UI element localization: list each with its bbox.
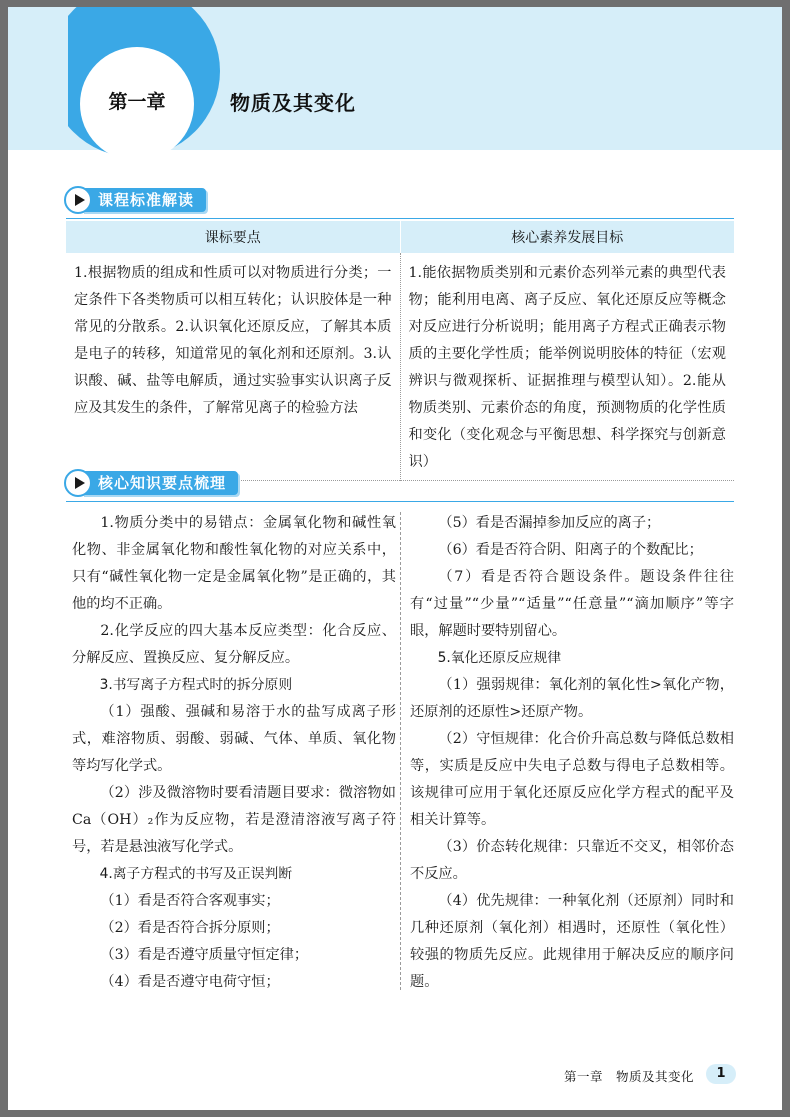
paragraph: （2）涉及微溶物时要看清题目要求：微溶物如Ca（OH）₂作为反应物，若是澄清溶液写离子符号，若是悬浊液写化学式。 — [72, 785, 396, 855]
section-title: 课程标准解读 — [82, 188, 206, 212]
knowledge-column-left — [72, 510, 396, 996]
table-header-left: 课标要点 — [66, 221, 400, 253]
table-cell-left: 1.根据物质的组成和性质可以对物质进行分类；一定条件下各类物质可以相互转化；认识胶体是一种常见的分散系。2.认识氧化还原反应，了解其本质是电子的转移，知道常见的氧化剂和还原剂。3.认识酸、碱、盐等电解质，通过实验事实认识离子反应及其发生的条件，了解常见离子的检验方法 — [74, 265, 392, 416]
paragraph: （5）看是否漏掉参加反应的离子； — [438, 515, 661, 531]
table-cell-right: 1.能依据物质类别和元素价态列举元素的典型代表物；能利用电离、离子反应、氧化还原反应等概念对反应进行分析说明；能用离子方程式正确表示物质的主要化学性质；能举例说明胶体的特征（宏观辨识与微观探析、证据推理与模型认知）。2.能从物质类别、元素价态的角度，预测物质的化学性质和变化（变化观念与平衡思想、科学探究与创新意识） — [400, 253, 734, 481]
table-row — [66, 253, 734, 481]
section-heading-knowledge — [64, 468, 238, 498]
play-icon — [64, 186, 92, 214]
paragraph: （3）看是否遵守质量守恒定律； — [100, 947, 309, 963]
paragraph: （2）守恒规律：化合价升高总数与降低总数相等，实质是反应中失电子总数与得电子总数相等。该规律可应用于氧化还原反应化学方程式的配平及相关计算等。 — [410, 731, 734, 828]
paragraph: （4）优先规律：一种氧化剂（还原剂）同时和几种还原剂（氧化剂）相遇时，还原性（氧化性）较强的物质先反应。此规律用于解决反应的顺序问题。 — [410, 893, 734, 990]
page-number: 1 — [706, 1064, 736, 1084]
paragraph: （1）强酸、强碱和易溶于水的盐写成离子形式，难溶物质、弱酸、弱碱、气体、单质、氧化物等均写化学式。 — [72, 704, 396, 774]
section-heading-standards — [64, 185, 206, 215]
paragraph: （7）看是否符合题设条件。题设条件往往有“过量”“少量”“适量”“任意量”“滴加顺序”等字眼，解题时要特别留心。 — [410, 569, 734, 639]
section-underline — [66, 218, 734, 219]
paragraph: （3）价态转化规律：只靠近不交叉，相邻价态不反应。 — [410, 839, 734, 882]
chapter-title: 物质及其变化 — [230, 91, 356, 115]
play-icon — [64, 469, 92, 497]
subsection-heading: 5.氧化还原反应规律 — [437, 650, 562, 666]
paragraph: （6）看是否符合阴、阳离子的个数配比； — [438, 542, 703, 558]
paragraph: （4）看是否遵守电荷守恒； — [100, 974, 280, 990]
paragraph: （1）强弱规律：氧化剂的氧化性>氧化产物，还原剂的还原性>还原产物。 — [410, 677, 734, 720]
section-underline — [66, 501, 734, 502]
column-divider — [400, 512, 401, 990]
footer-chapter: 第一章 物质及其变化 — [564, 1069, 695, 1084]
chapter-header — [8, 7, 782, 150]
paragraph: （1）看是否符合客观事实； — [100, 893, 280, 909]
section-title: 核心知识要点梳理 — [82, 471, 238, 495]
book-page — [8, 7, 782, 1110]
subsection-heading: 4.离子方程式的书写及正误判断 — [99, 866, 293, 882]
table-header-right: 核心素养发展目标 — [400, 221, 734, 253]
subsection-heading: 3.书写离子方程式时的拆分原则 — [99, 677, 293, 693]
standards-table — [66, 221, 734, 481]
paragraph: 1.物质分类中的易错点：金属氧化物和碱性氧化物、非金属氧化物和酸性氧化物的对应关系中，只有“碱性氧化物一定是金属氧化物”是正确的，其他的均不正确。 — [72, 515, 396, 612]
chapter-label: 第一章 — [108, 91, 166, 113]
page-footer — [8, 1064, 782, 1086]
knowledge-column-right — [410, 510, 734, 996]
paragraph: 2.化学反应的四大基本反应类型：化合反应、分解反应、置换反应、复分解反应。 — [72, 623, 396, 666]
paragraph: （2）看是否符合拆分原则； — [100, 920, 280, 936]
